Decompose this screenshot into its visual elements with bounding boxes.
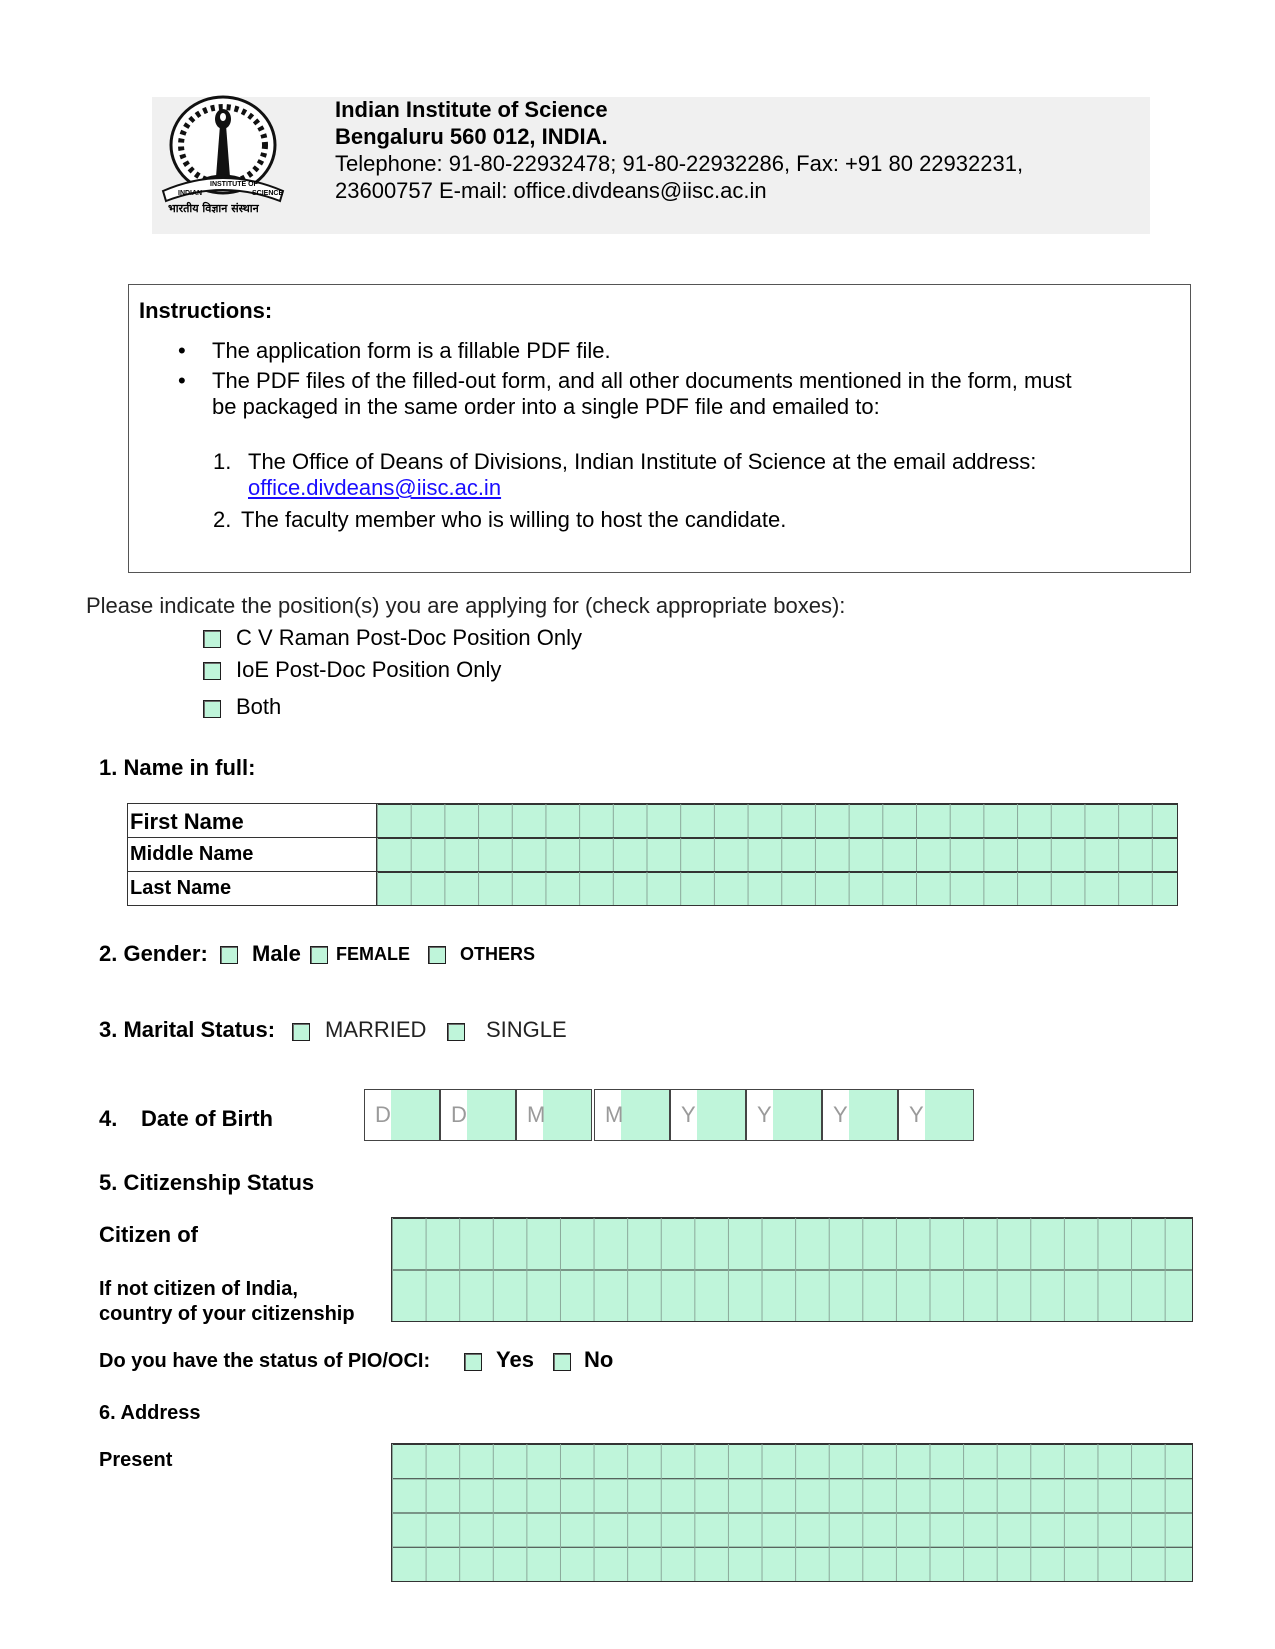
logo-banner-left: INDIAN: [178, 190, 203, 197]
male-label: Male: [252, 941, 301, 966]
dob-year-2[interactable]: [746, 1089, 822, 1141]
dob-number: 4.: [99, 1106, 118, 1131]
married-checkbox[interactable]: [292, 1023, 310, 1041]
bullet-icon: •: [178, 368, 186, 393]
dob-placeholder: M: [527, 1102, 546, 1127]
pio-no-checkbox[interactable]: [553, 1353, 571, 1371]
deans-email-link[interactable]: office.divdeans@iisc.ac.in: [248, 475, 502, 500]
present-address-grid[interactable]: [391, 1443, 1193, 1582]
both-checkbox[interactable]: [203, 700, 221, 718]
citizen-of-label: Citizen of: [99, 1222, 198, 1247]
pio-yes-label: Yes: [496, 1347, 534, 1372]
dob-year-3[interactable]: [822, 1089, 898, 1141]
name-table: [127, 803, 1178, 906]
female-label: FEMALE: [336, 944, 410, 964]
dob-placeholder: Y: [909, 1102, 924, 1127]
cv-raman-checkbox[interactable]: [203, 630, 221, 648]
dob-placeholder: D: [375, 1102, 391, 1127]
dob-placeholder: M: [605, 1102, 624, 1127]
both-label: Both: [236, 694, 282, 719]
dob-day-1[interactable]: [364, 1089, 440, 1141]
logo-banner-middle: INSTITUTE OF: [210, 181, 258, 188]
grid-row-line: [377, 871, 1177, 872]
gender-label: 2. Gender:: [99, 941, 208, 966]
iisc-logo: [160, 95, 286, 215]
pio-no-label: No: [584, 1347, 614, 1372]
dob-month-2[interactable]: [594, 1089, 670, 1141]
dob-label: Date of Birth: [141, 1106, 273, 1131]
grid-row-line: [377, 837, 1177, 838]
dob-placeholder: Y: [833, 1102, 848, 1127]
numbered-item-1-num: 1.: [213, 449, 232, 474]
numbered-item-1-text: The Office of Deans of Divisions, Indian Institute of Science at the email address:: [248, 449, 1037, 474]
ioe-label: IoE Post-Doc Position Only: [236, 657, 502, 682]
positions-prompt: Please indicate the position(s) you are applying for (check appropriate boxes):: [86, 593, 846, 618]
others-label: OTHERS: [460, 944, 536, 964]
single-checkbox[interactable]: [447, 1023, 465, 1041]
citizenship-heading: 5. Citizenship Status: [99, 1170, 315, 1195]
logo-hindi-text: भारतीय विज्ञान संस्थान: [168, 202, 259, 215]
dob-year-4[interactable]: [898, 1089, 974, 1141]
middle-name-label: Middle Name: [130, 843, 254, 865]
others-checkbox[interactable]: [428, 946, 446, 964]
single-label: SINGLE: [486, 1017, 567, 1042]
marital-label: 3. Marital Status:: [99, 1017, 276, 1042]
dob-placeholder: Y: [757, 1102, 772, 1127]
not-citizen-label-2: country of your citizenship: [99, 1303, 355, 1325]
name-grid[interactable]: [377, 804, 1177, 905]
dob-placeholder: D: [451, 1102, 467, 1127]
male-checkbox[interactable]: [220, 946, 238, 964]
bullet-icon: •: [178, 338, 186, 363]
dob-placeholder: Y: [681, 1102, 696, 1127]
name-label-column: [128, 804, 377, 905]
logo-banner-right: SCIENCE: [252, 190, 284, 197]
address-heading: 6. Address: [99, 1402, 201, 1424]
numbered-item-2-text: The faculty member who is willing to host the candidate.: [241, 507, 787, 532]
institute-address: Bengaluru 560 012, INDIA.: [335, 124, 608, 149]
female-checkbox[interactable]: [310, 946, 328, 964]
instructions-title: Instructions:: [139, 298, 273, 323]
married-label: MARRIED: [325, 1017, 427, 1042]
institute-phone: Telephone: 91-80-22932478; 91-80-22932286, Fax: +91 80 22932231,: [335, 151, 1024, 176]
dob-year-1[interactable]: [670, 1089, 746, 1141]
last-name-label: Last Name: [130, 877, 232, 899]
row-divider: [128, 871, 376, 872]
dob-day-2[interactable]: [440, 1089, 516, 1141]
dob-month-1[interactable]: [516, 1089, 592, 1141]
numbered-item-1: [248, 449, 1036, 475]
first-name-label: First Name: [130, 809, 244, 834]
institute-email: 23600757 E-mail: office.divdeans@iisc.ac.in: [335, 178, 767, 203]
numbered-item-2-num: 2.: [213, 507, 232, 532]
citizenship-grid[interactable]: [391, 1217, 1193, 1322]
not-citizen-label-1: If not citizen of India,: [99, 1278, 298, 1300]
instruction-bullet-1: The application form is a fillable PDF file.: [212, 338, 611, 363]
cv-raman-label: C V Raman Post-Doc Position Only: [236, 625, 583, 650]
pio-question: Do you have the status of PIO/OCI:: [99, 1350, 431, 1372]
row-divider: [128, 837, 376, 838]
name-heading: 1. Name in full:: [99, 755, 256, 780]
pio-yes-checkbox[interactable]: [464, 1353, 482, 1371]
instruction-bullet-2: The PDF files of the filled-out form, and all other documents mentioned in the form, must: [212, 368, 1072, 393]
ioe-checkbox[interactable]: [203, 662, 221, 680]
instruction-bullet-2-cont: be packaged in the same order into a single PDF file and emailed to:: [212, 394, 880, 419]
institute-name: Indian Institute of Science: [335, 97, 608, 122]
present-address-label: Present: [99, 1449, 173, 1471]
